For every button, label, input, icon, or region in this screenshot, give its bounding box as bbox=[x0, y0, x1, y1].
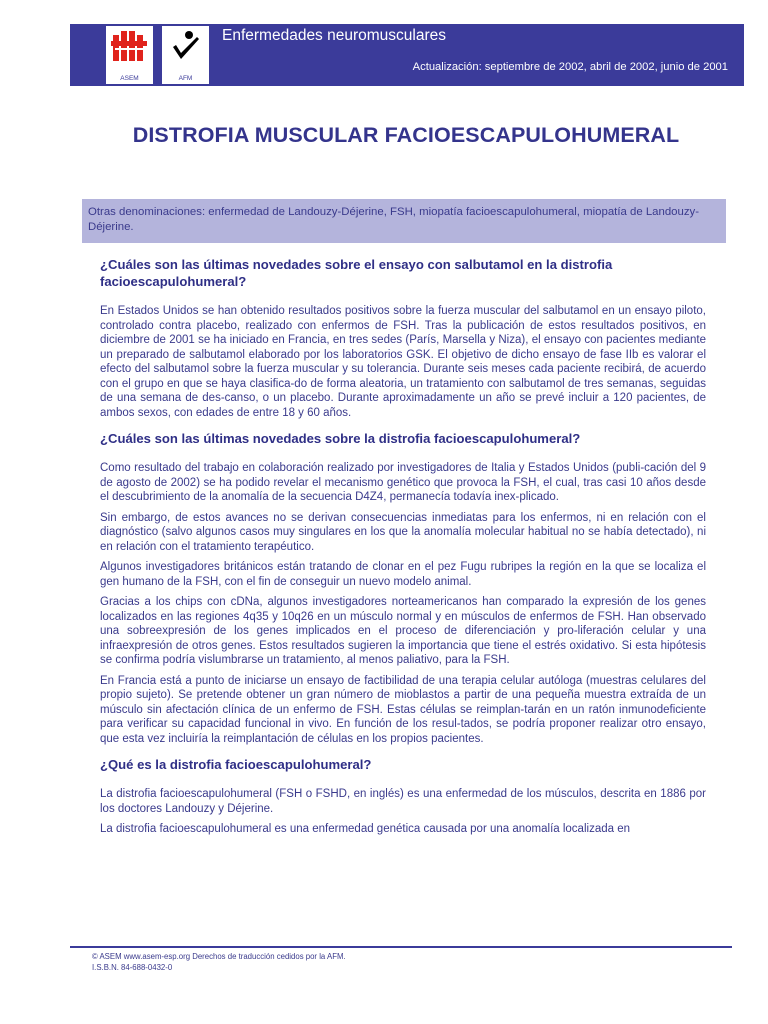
paragraph: En Estados Unidos se han obtenido resultados positivos sobre la fuerza muscular del salbutamol en un ensayo piloto, controlado contra placebo, realizado con enfermos de FSH. Tras la publicación de estos resultados positivos, en diciembre de 2001 se ha iniciado en Francia, en tres sedes (París, Marsella y Niza), el ensayo con pacientes mediante un preparado de salbutamol elaborado por los laboratorios GSK. El objetivo de dicho ensayo de fase IIb es valorar el efecto del salbutamol sobre la fuerza muscular y su tolerancia. Durante seis meses cada paciente recibirá, de acuerdo con el grupo en que se haya clasifica-do de forma aleatoria, un tratamiento con salbutamol de tres semanas, seguidas de una semana de des-canso, o un placebo. Durante aproximadamente un año se prevé incluir a 120 pacientes, de ambos sexos, con edades de entre 18 y 60 años. bbox=[100, 305, 706, 419]
paragraph: Gracias a los chips con cDNa, algunos investigadores norteamericanos han comparado la expresión de los genes localizados en las regiones 4q35 y 10q26 en un músculo normal y en músculos de enfermos de FSH. Han observado una sobreexpresión de los genes implicados en el proceso de diferenciación y pro-liferación celular y una infraexpresión de otros genes. Estos resultados sugieren la importancia que tiene el estrés oxidativo. Si esta hipótesis se confirma podría vislumbrarse un tratamiento, al menos paliativo, para la FSH. bbox=[100, 596, 706, 666]
paragraph: Algunos investigadores británicos están tratando de clonar en el pez Fugu rubripes la región en la que se localiza el gen humano de la FSH, con el fin de conseguir un nuevo modelo animal. bbox=[100, 561, 706, 588]
paragraph: La distrofia facioescapulohumeral es una enfermedad genética causada por una anomalía localizada en bbox=[100, 823, 630, 835]
asem-emblem-icon bbox=[111, 29, 148, 69]
afm-logo-label: AFM bbox=[178, 75, 193, 82]
update-dates: Actualización: septiembre de 2002, abril de 2002, junio de 2001 bbox=[412, 61, 728, 73]
footer bbox=[92, 951, 346, 973]
paragraph: Como resultado del trabajo en colaboración realizado por investigadores de Italia y Estados Unidos (publi-cación del 9 de agosto de 2002) se ha podido revelar el mecanismo genético que provoca la FSH, el cual, tras casi 10 años desde el descubrimiento de la anomalía de la secuencia D4Z4, permanecía todavía inex-plicado. bbox=[100, 462, 706, 503]
alias-box: Otras denominaciones: enfermedad de Landouzy-Déjerine, FSH, miopatía facioescapulohumeral, miopatía de Landouzy-Déjerine. bbox=[82, 199, 726, 243]
paragraph: La distrofia facioescapulohumeral (FSH o FSHD, en inglés) es una enfermedad de los músculos, descrita en 1886 por los doctores Landouzy y Déjerine. bbox=[100, 788, 706, 815]
header-title: Enfermedades neuromusculares bbox=[222, 27, 447, 44]
asem-logo-label: ASEM bbox=[120, 75, 139, 82]
paragraph: Sin embargo, de estos avances no se derivan consecuencias inmediatas para los enfermos, ni en relación con el diagnóstico (salvo algunos casos muy singulares en los que la anomalía molecular habitual no se había detectado), ni en relación con el tratamiento terapéutico. bbox=[100, 511, 706, 553]
asem-logo bbox=[106, 26, 153, 84]
afm-logo bbox=[162, 26, 209, 84]
header-band bbox=[70, 24, 744, 86]
section-salbutamol bbox=[100, 256, 706, 420]
section-heading: ¿Cuáles son las últimas novedades sobre la distrofia facioescapulohumeral? bbox=[100, 431, 581, 446]
section-heading: ¿Qué es la distrofia facioescapulohumeral? bbox=[100, 757, 372, 772]
section-novedades bbox=[100, 430, 706, 746]
footer-divider bbox=[70, 946, 732, 948]
document-title: DISTROFIA MUSCULAR FACIOESCAPULOHUMERAL bbox=[132, 123, 680, 147]
paragraph: En Francia está a punto de iniciarse un ensayo de factibilidad de una terapia celular autóloga (muestras celulares del propio sujeto). Se pretende obtener un gran número de mioblastos a partir de una pequeña muestra extraída de un músculo sin afectación clínica de un enfermo de FSH. Estas células se reimplan-tarán en un ratón inmunodeficiente para verificar su capacidad funcional in vivo. En función de los resul-tados, se podría proponer realizar otro ensayo, que esta vez incluiría la reimplantación de células en los propios pacientes. bbox=[100, 674, 706, 745]
main-content bbox=[100, 256, 706, 847]
afm-emblem-icon bbox=[167, 29, 204, 69]
section-heading: ¿Cuáles son las últimas novedades sobre el ensayo con salbutamol en la distrofia facioescapulohumeral? bbox=[100, 257, 613, 289]
footer-copyright: © ASEM www.asem-esp.org Derechos de traducción cedidos por la AFM. bbox=[92, 952, 346, 961]
section-que-es bbox=[100, 756, 706, 837]
footer-isbn: I.S.B.N. 84-688-0432-0 bbox=[92, 963, 173, 972]
